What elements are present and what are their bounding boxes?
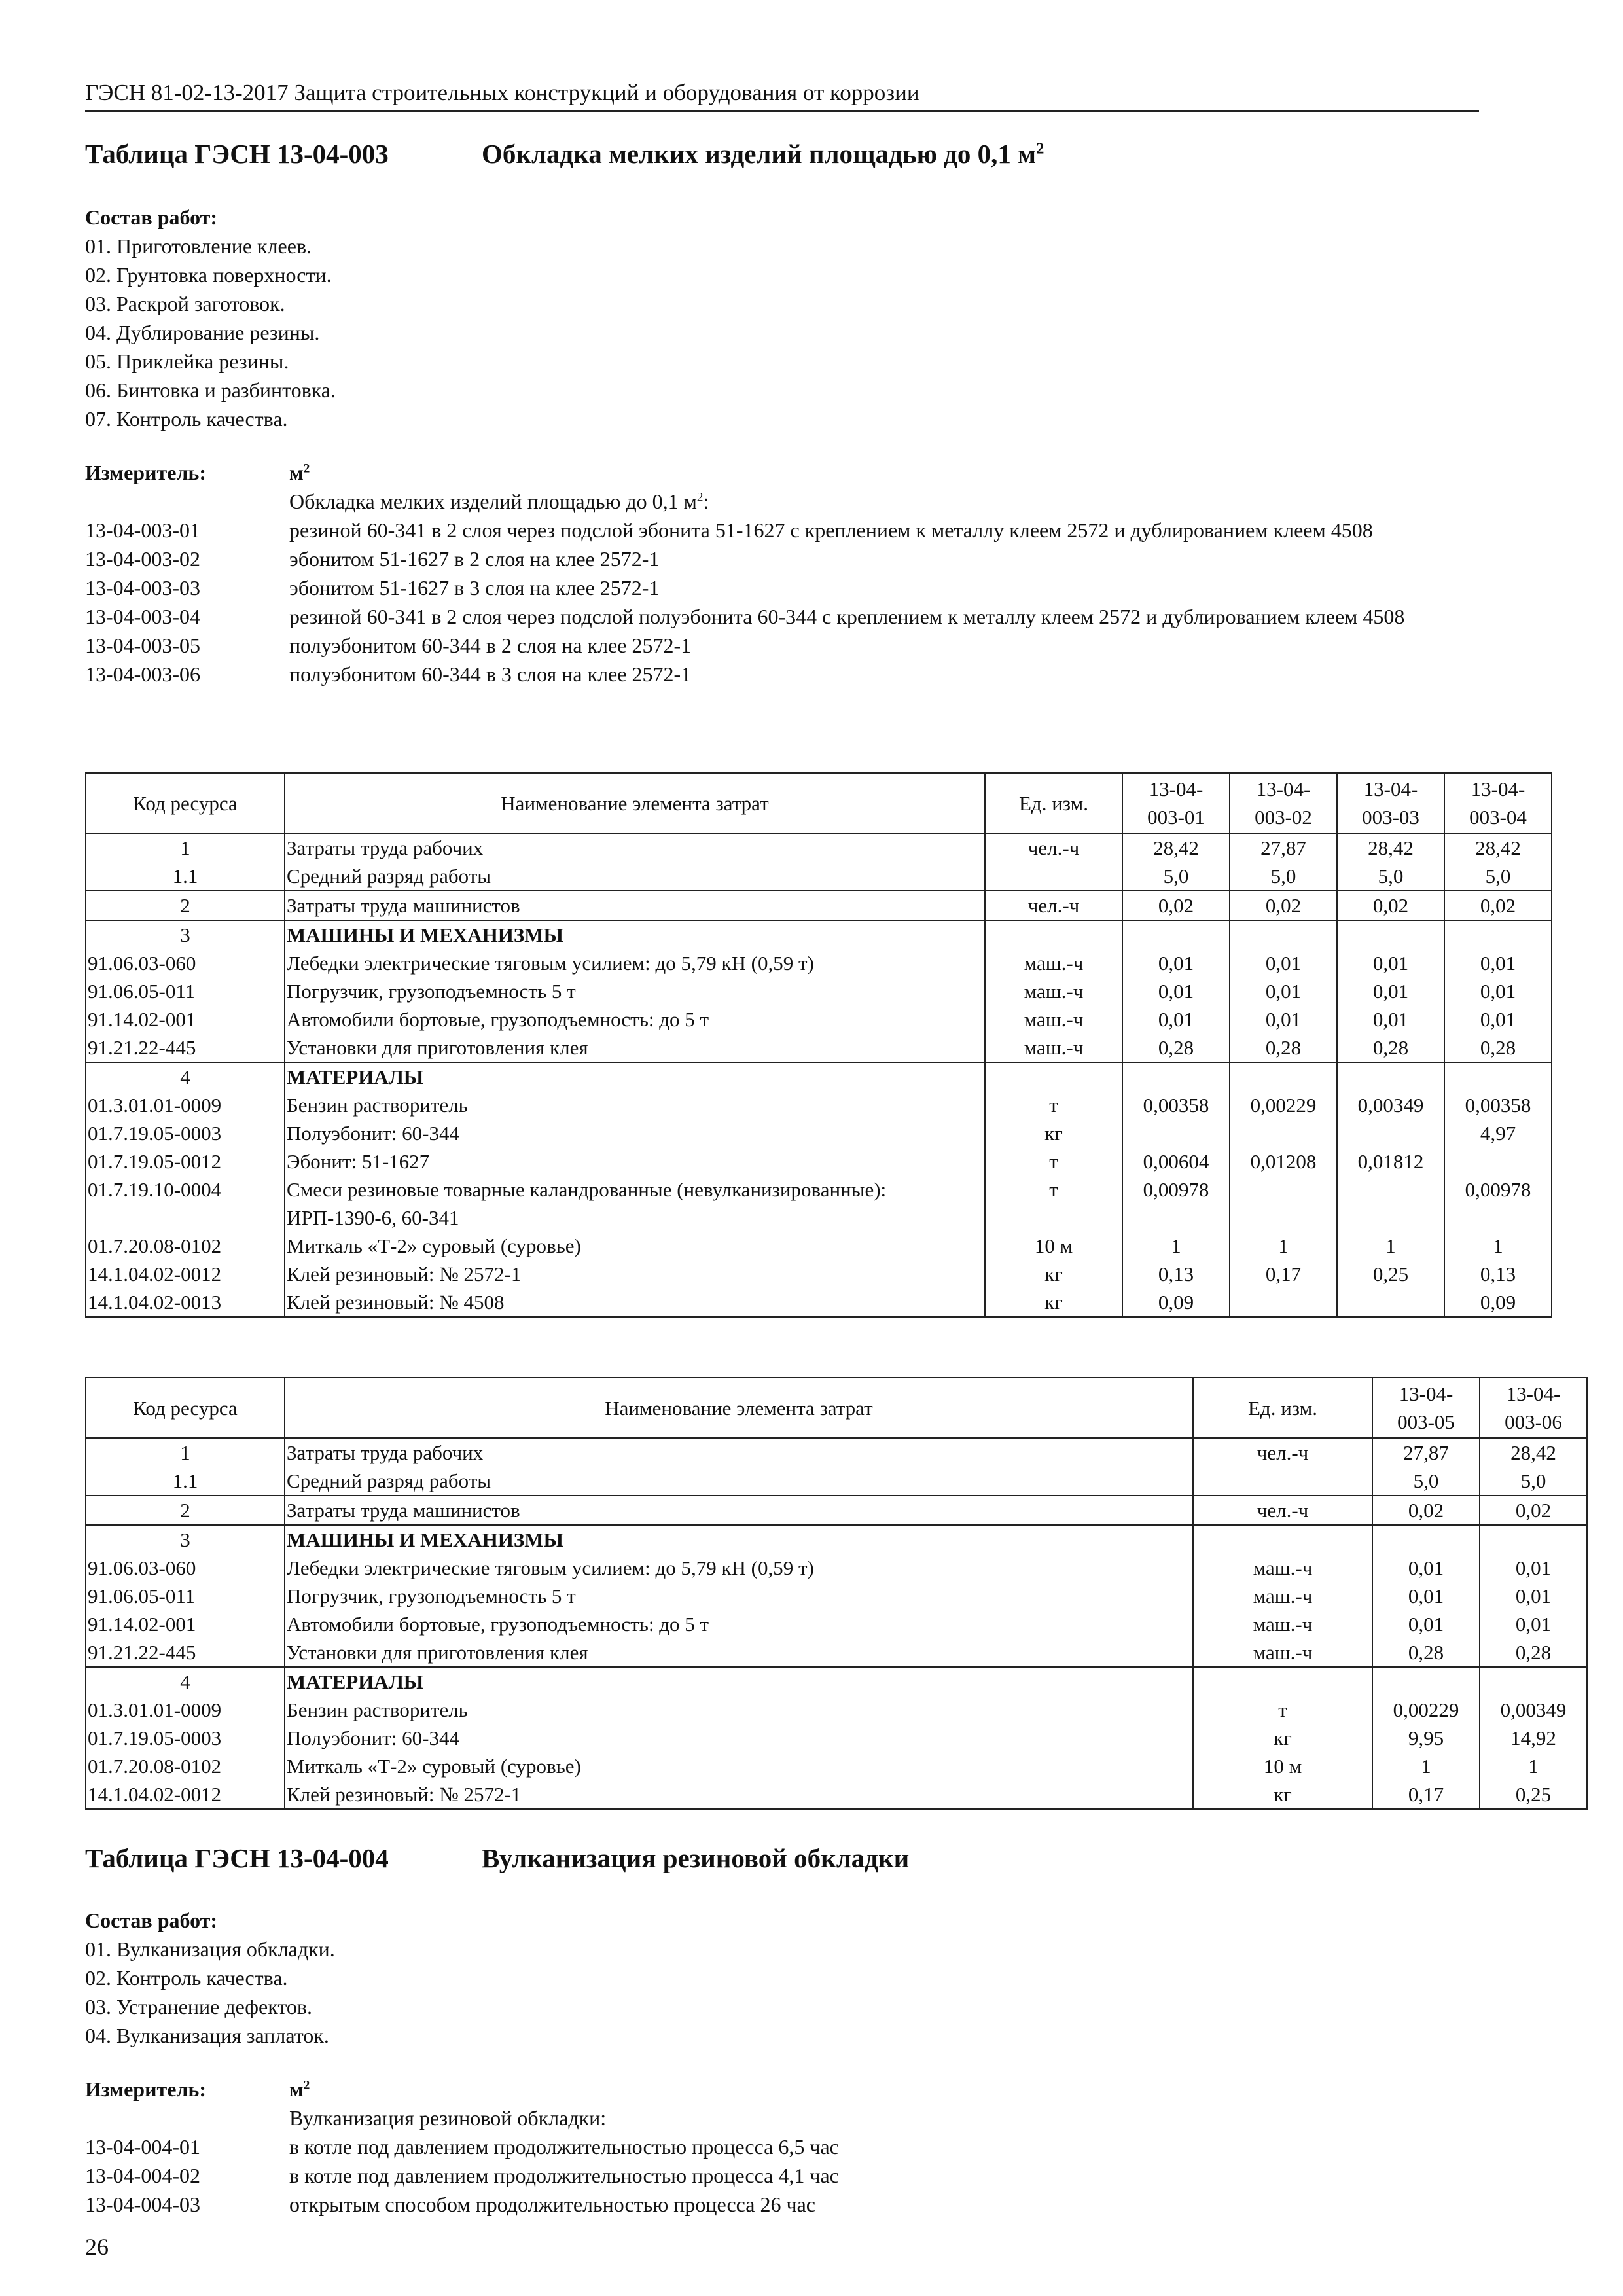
cell-value: [1444, 920, 1552, 949]
meter-intro: Вулканизация резиновой обкладки:: [289, 2106, 607, 2130]
cell-resource-code: 3: [86, 920, 285, 949]
cell-resource-code: 01.7.19.05-0012: [86, 1147, 285, 1175]
cell-value: [1122, 920, 1230, 949]
meter-unit: $м^2$: [289, 461, 310, 484]
meter-item-desc: открытым способом продолжительностью процесса 26 час: [289, 2193, 815, 2216]
cell-value: 0,25: [1337, 1260, 1444, 1288]
cell-value: 0,01: [1230, 977, 1337, 1005]
cell-value: [1122, 1119, 1230, 1147]
cell-value: 0,01: [1372, 1554, 1480, 1582]
table-row: [86, 862, 1552, 891]
table-row: [86, 1005, 1552, 1033]
cell-resource-code: 14.1.04.02-0012: [86, 1260, 285, 1288]
cell-value: 1: [1480, 1752, 1587, 1780]
cell-cost-name: Полуэбонит: 60-344: [285, 1119, 985, 1147]
table-row: [86, 891, 1552, 920]
cell-value: 1: [1337, 1232, 1444, 1260]
meter-item-desc: полуэбонитом 60-344 в 3 слоя на клее 2572-1: [289, 662, 692, 686]
cell-value: [1230, 920, 1337, 949]
cell-resource-code: 14.1.04.02-0012: [86, 1780, 285, 1809]
header-cost-name: Наименование элемента затрат: [285, 1378, 1193, 1438]
cell-value: 0,17: [1372, 1780, 1480, 1809]
cell-cost-name: Лебедки электрические тяговым усилием: до 5,79 кН (0,59 т): [285, 949, 985, 977]
cell-value: 0,00358: [1444, 1091, 1552, 1119]
cell-value: 1: [1230, 1232, 1337, 1260]
cell-unit: т: [1193, 1696, 1372, 1724]
cell-unit: маш.-ч: [985, 1033, 1122, 1062]
meter-item-desc: резиной 60-341 в 2 слоя через подслой эбонита 51-1627 с креплением к металлу клеем 2572 и дублированием клеем 4508: [289, 518, 1373, 542]
header-resource-code: Код ресурса: [86, 773, 285, 833]
cell-value: [1230, 1288, 1337, 1317]
cell-unit: кг: [985, 1288, 1122, 1317]
cell-cost-name: Погрузчик, грузоподъемность 5 т: [285, 977, 985, 1005]
cell-resource-code: 3: [86, 1525, 285, 1554]
table-row: [86, 1062, 1552, 1091]
cell-cost-name: Эбонит: 51-1627: [285, 1147, 985, 1175]
cell-value: 0,01812: [1337, 1147, 1444, 1175]
work-list: [85, 232, 1479, 433]
cell-value: 5,0: [1230, 862, 1337, 891]
table-row: [86, 1119, 1552, 1147]
cell-value: 0,01: [1444, 949, 1552, 977]
cell-value: 0,02: [1480, 1496, 1587, 1525]
cell-cost-name: Миткаль «Т-2» суровый (суровье): [285, 1752, 1193, 1780]
cell-unit: маш.-ч: [985, 949, 1122, 977]
cell-value: [1372, 1525, 1480, 1554]
cell-value: 0,00349: [1480, 1696, 1587, 1724]
work-composition-2: [85, 1906, 1479, 2050]
cell-value: [1337, 920, 1444, 949]
running-header: ГЭСН 81-02-13-2017 Защита строительных конструкций и оборудования от коррозии: [85, 77, 1479, 112]
table-code: Таблица ГЭСН 13-04-003: [85, 139, 389, 169]
cell-resource-code: 91.14.02-001: [86, 1610, 285, 1638]
meter-unit: $м^2$: [289, 2077, 310, 2101]
table-row: [86, 1260, 1552, 1288]
table-row: [86, 1288, 1552, 1317]
cell-value: 0,01: [1444, 1005, 1552, 1033]
cell-value: 0,02: [1122, 891, 1230, 920]
cell-resource-code: 01.7.20.08-0102: [86, 1232, 285, 1260]
cell-resource-code: 91.21.22-445: [86, 1638, 285, 1667]
meter-item: [85, 660, 1479, 689]
cell-value: 0,01: [1122, 977, 1230, 1005]
cell-resource-code: 01.7.19.05-0003: [86, 1119, 285, 1147]
cell-resource-code: 91.14.02-001: [86, 1005, 285, 1033]
cell-value: 28,42: [1122, 833, 1230, 862]
cell-value: 0,01: [1337, 949, 1444, 977]
cell-cost-name: Затраты труда машинистов: [285, 1496, 1193, 1525]
meter-item-code: 13-04-003-06: [85, 662, 200, 686]
cell-value: [1230, 1175, 1337, 1232]
cell-cost-name: Установки для приготовления клея: [285, 1638, 1193, 1667]
cell-resource-code: 4: [86, 1667, 285, 1696]
cell-value: 28,42: [1480, 1438, 1587, 1467]
work-item: 06. Бинтовка и разбинтовка.: [85, 378, 336, 402]
cell-cost-name: Бензин растворитель: [285, 1091, 985, 1119]
cell-resource-code: 1.1: [86, 862, 285, 891]
cell-cost-name: Затраты труда рабочих: [285, 833, 985, 862]
cell-value: [1444, 1147, 1552, 1175]
header-norm-code: 13-04- 003-06: [1480, 1378, 1587, 1438]
cell-resource-code: 01.3.01.01-0009: [86, 1091, 285, 1119]
cell-value: 27,87: [1230, 833, 1337, 862]
cell-unit: т: [985, 1175, 1122, 1232]
table-row: [86, 1638, 1587, 1667]
cell-cost-name: МАТЕРИАЛЫ: [285, 1667, 1193, 1696]
table-name: Обкладка мелких изделий площадью до 0,1 м: [482, 139, 1037, 169]
cell-value: 5,0: [1444, 862, 1552, 891]
cell-value: 5,0: [1337, 862, 1444, 891]
cell-cost-name: Клей резиновый: № 4508: [285, 1288, 985, 1317]
cell-value: 0,28: [1230, 1033, 1337, 1062]
cell-value: 28,42: [1337, 833, 1444, 862]
cell-unit: чел.-ч: [985, 833, 1122, 862]
meter-item-code: 13-04-003-03: [85, 576, 200, 600]
cell-unit: маш.-ч: [1193, 1554, 1372, 1582]
cell-value: 0,01: [1480, 1610, 1587, 1638]
cell-resource-code: 91.21.22-445: [86, 1033, 285, 1062]
meter-item: [85, 573, 1479, 602]
cell-value: 0,28: [1122, 1033, 1230, 1062]
cell-unit: [985, 862, 1122, 891]
cell-value: 0,25: [1480, 1780, 1587, 1809]
cell-cost-name: Средний разряд работы: [285, 862, 985, 891]
table-row: [86, 977, 1552, 1005]
meter-label: Измеритель:: [85, 2077, 206, 2101]
table-code: Таблица ГЭСН 13-04-004: [85, 1843, 389, 1873]
cell-value: 0,01: [1122, 949, 1230, 977]
cell-value: 0,01: [1480, 1554, 1587, 1582]
cell-unit: [1193, 1667, 1372, 1696]
cell-value: 14,92: [1480, 1724, 1587, 1752]
table-row: [86, 1582, 1587, 1610]
meter-item: [85, 516, 1479, 545]
table-row: [86, 1232, 1552, 1260]
work-composition-1: [85, 203, 1479, 433]
cell-value: 0,13: [1444, 1260, 1552, 1288]
work-item: 03. Раскрой заготовок.: [85, 292, 285, 315]
cell-resource-code: 14.1.04.02-0013: [86, 1288, 285, 1317]
cell-value: [1337, 1062, 1444, 1091]
cell-value: 0,28: [1480, 1638, 1587, 1667]
cell-unit: маш.-ч: [1193, 1582, 1372, 1610]
table-row: [86, 833, 1552, 862]
cell-unit: чел.-ч: [1193, 1438, 1372, 1467]
table-row: [86, 1147, 1552, 1175]
cell-value: [1337, 1175, 1444, 1232]
work-item: 01. Приготовление клеев.: [85, 234, 312, 258]
header-norm-code: 13-04- 003-02: [1230, 773, 1337, 833]
cell-cost-name: Клей резиновый: № 2572-1: [285, 1780, 1193, 1809]
cell-resource-code: 4: [86, 1062, 285, 1091]
cell-value: 0,01208: [1230, 1147, 1337, 1175]
cell-unit: маш.-ч: [985, 1005, 1122, 1033]
cell-value: 0,09: [1444, 1288, 1552, 1317]
cell-cost-name: МАШИНЫ И МЕХАНИЗМЫ: [285, 920, 985, 949]
meter-item: [85, 2190, 1479, 2219]
cell-value: 0,28: [1372, 1638, 1480, 1667]
cell-value: 9,95: [1372, 1724, 1480, 1752]
meter-item: [85, 631, 1479, 660]
meter-item-desc: эбонитом 51-1627 в 3 слоя на клее 2572-1: [289, 576, 660, 600]
cell-value: 0,02: [1444, 891, 1552, 920]
cell-value: 0,01: [1337, 1005, 1444, 1033]
header-norm-code: 13-04- 003-03: [1337, 773, 1444, 833]
work-item: 05. Приклейка резины.: [85, 350, 289, 373]
cell-value: 0,01: [1372, 1582, 1480, 1610]
cell-resource-code: 01.7.19.10-0004: [86, 1175, 285, 1232]
cell-value: [1337, 1119, 1444, 1147]
cell-value: 0,02: [1337, 891, 1444, 920]
cell-value: [1372, 1667, 1480, 1696]
cell-cost-name: Затраты труда машинистов: [285, 891, 985, 920]
meter-intro: Обкладка мелких изделий площадью до 0,1 $м^2$:: [289, 490, 709, 513]
cell-resource-code: 1: [86, 833, 285, 862]
cell-value: 0,01: [1122, 1005, 1230, 1033]
work-item: 07. Контроль качества.: [85, 407, 288, 431]
cell-value: 0,28: [1337, 1033, 1444, 1062]
table-row: [86, 1667, 1587, 1696]
cell-unit: кг: [1193, 1724, 1372, 1752]
cell-unit: кг: [985, 1260, 1122, 1288]
cell-resource-code: 91.06.05-011: [86, 977, 285, 1005]
table-row: [86, 1525, 1587, 1554]
cell-value: [1480, 1667, 1587, 1696]
cell-unit: [1193, 1525, 1372, 1554]
cell-value: 0,00229: [1230, 1091, 1337, 1119]
cell-resource-code: 2: [86, 891, 285, 920]
header-norm-code: 13-04- 003-01: [1122, 773, 1230, 833]
cell-value: [1122, 1062, 1230, 1091]
cell-unit: [985, 920, 1122, 949]
cell-value: 0,01: [1230, 949, 1337, 977]
table-title-13-04-004: [85, 1842, 909, 1874]
meter-list: [85, 516, 1479, 689]
cell-value: 1: [1122, 1232, 1230, 1260]
cell-value: 27,87: [1372, 1438, 1480, 1467]
meter-block-1: [85, 458, 1479, 689]
cell-unit: кг: [1193, 1780, 1372, 1809]
cell-unit: чел.-ч: [1193, 1496, 1372, 1525]
cell-cost-name: Средний разряд работы: [285, 1467, 1193, 1496]
cell-value: [1337, 1288, 1444, 1317]
meter-list: [85, 2132, 1479, 2219]
cell-resource-code: 91.06.05-011: [86, 1582, 285, 1610]
cell-unit: маш.-ч: [1193, 1610, 1372, 1638]
cell-resource-code: 2: [86, 1496, 285, 1525]
cell-value: 5,0: [1480, 1467, 1587, 1496]
meter-item: [85, 545, 1479, 573]
cell-value: [1230, 1062, 1337, 1091]
cell-unit: маш.-ч: [985, 977, 1122, 1005]
work-list: [85, 1935, 1479, 2050]
cell-resource-code: 01.7.20.08-0102: [86, 1752, 285, 1780]
meter-item: [85, 602, 1479, 631]
cell-cost-name: Погрузчик, грузоподъемность 5 т: [285, 1582, 1193, 1610]
table-row: [86, 1091, 1552, 1119]
cell-value: [1444, 1062, 1552, 1091]
norms-table-1: [85, 772, 1552, 1318]
table-row: [86, 949, 1552, 977]
cell-unit: маш.-ч: [1193, 1638, 1372, 1667]
cell-cost-name: Автомобили бортовые, грузоподъемность: до 5 т: [285, 1005, 985, 1033]
cell-value: 0,01: [1337, 977, 1444, 1005]
cell-value: 1: [1444, 1232, 1552, 1260]
meter-item-code: 13-04-004-03: [85, 2193, 200, 2216]
meter-block-2: [85, 2075, 1479, 2219]
table-row: [86, 1752, 1587, 1780]
cell-unit: чел.-ч: [985, 891, 1122, 920]
work-item: 01. Вулканизация обкладки.: [85, 1937, 335, 1961]
cell-value: 0,01: [1372, 1610, 1480, 1638]
table-row: [86, 1467, 1587, 1496]
cell-cost-name: Затраты труда рабочих: [285, 1438, 1193, 1467]
table-row: [86, 1724, 1587, 1752]
meter-item-code: 13-04-004-02: [85, 2164, 200, 2187]
meter-item-code: 13-04-004-01: [85, 2135, 200, 2159]
cell-value: 28,42: [1444, 833, 1552, 862]
header-cost-name: Наименование элемента затрат: [285, 773, 985, 833]
cell-value: 0,01: [1480, 1582, 1587, 1610]
cell-unit: кг: [985, 1119, 1122, 1147]
cell-unit: т: [985, 1091, 1122, 1119]
cell-cost-name: МАШИНЫ И МЕХАНИЗМЫ: [285, 1525, 1193, 1554]
norms-table-2: [85, 1377, 1588, 1810]
cell-value: [1230, 1119, 1337, 1147]
cell-cost-name: Клей резиновый: № 2572-1: [285, 1260, 985, 1288]
cell-value: 0,02: [1372, 1496, 1480, 1525]
meter-item-code: 13-04-003-02: [85, 547, 200, 571]
meter-item: [85, 2132, 1479, 2161]
work-item: 02. Контроль качества.: [85, 1966, 288, 1990]
cell-resource-code: 01.3.01.01-0009: [86, 1696, 285, 1724]
cell-value: [1480, 1525, 1587, 1554]
meter-item: [85, 2161, 1479, 2190]
table-row: [86, 1175, 1552, 1232]
cell-resource-code: 01.7.19.05-0003: [86, 1724, 285, 1752]
page-number: 26: [85, 2234, 109, 2260]
cell-value: 0,01: [1444, 977, 1552, 1005]
cell-unit: 10 м: [985, 1232, 1122, 1260]
cell-resource-code: 91.06.03-060: [86, 949, 285, 977]
work-item: 03. Устранение дефектов.: [85, 1995, 312, 2018]
table-title-13-04-003: [85, 137, 1044, 170]
cell-unit: т: [985, 1147, 1122, 1175]
meter-item-desc: эбонитом 51-1627 в 2 слоя на клее 2572-1: [289, 547, 660, 571]
header-norm-code: 13-04- 003-04: [1444, 773, 1552, 833]
header-resource-code: Код ресурса: [86, 1378, 285, 1438]
header-norm-code: 13-04- 003-05: [1372, 1378, 1480, 1438]
meter-label: Измеритель:: [85, 461, 206, 484]
cell-value: 0,09: [1122, 1288, 1230, 1317]
table-row: [86, 1554, 1587, 1582]
cell-value: 0,00604: [1122, 1147, 1230, 1175]
cell-value: 0,00978: [1444, 1175, 1552, 1232]
cell-value: 0,00358: [1122, 1091, 1230, 1119]
cell-resource-code: 1.1: [86, 1467, 285, 1496]
meter-item-desc: полуэбонитом 60-344 в 2 слоя на клее 2572-1: [289, 634, 692, 657]
meter-item-code: 13-04-003-05: [85, 634, 200, 657]
cell-value: 5,0: [1122, 862, 1230, 891]
cell-resource-code: 91.06.03-060: [86, 1554, 285, 1582]
cell-cost-name: Лебедки электрические тяговым усилием: до 5,79 кН (0,59 т): [285, 1554, 1193, 1582]
meter-item-desc: в котле под давлением продолжительностью процесса 4,1 час: [289, 2164, 839, 2187]
cell-value: 1: [1372, 1752, 1480, 1780]
cell-cost-name: Миткаль «Т-2» суровый (суровье): [285, 1232, 985, 1260]
table-row: [86, 920, 1552, 949]
cell-unit: [985, 1062, 1122, 1091]
meter-item-code: 13-04-003-01: [85, 518, 200, 542]
table-row: [86, 1033, 1552, 1062]
cell-resource-code: 1: [86, 1438, 285, 1467]
work-item: 04. Вулканизация заплаток.: [85, 2024, 329, 2047]
cell-cost-name: Смеси резиновые товарные каландрованные (невулканизированные): ИРП-1390-6, 60-341: [285, 1175, 985, 1232]
cell-cost-name: Установки для приготовления клея: [285, 1033, 985, 1062]
work-item: 04. Дублирование резины.: [85, 321, 320, 344]
cell-unit: 10 м: [1193, 1752, 1372, 1780]
cell-value: 0,17: [1230, 1260, 1337, 1288]
header-unit: Ед. изм.: [985, 773, 1122, 833]
cell-value: 0,01: [1230, 1005, 1337, 1033]
cell-value: 0,13: [1122, 1260, 1230, 1288]
cell-unit: [1193, 1467, 1372, 1496]
work-composition-title: Состав работ:: [85, 1909, 218, 1932]
table-row: [86, 1780, 1587, 1809]
table-name: Вулканизация резиновой обкладки: [482, 1843, 910, 1873]
cell-cost-name: МАТЕРИАЛЫ: [285, 1062, 985, 1091]
meter-item-desc: резиной 60-341 в 2 слоя через подслой полуэбонита 60-344 с креплением к металлу клеем 2572 и дублированием клеем 4508: [289, 605, 1405, 628]
work-item: 02. Грунтовка поверхности.: [85, 263, 332, 287]
cell-cost-name: Полуэбонит: 60-344: [285, 1724, 1193, 1752]
meter-item-code: 13-04-003-04: [85, 605, 200, 628]
cell-value: 0,00229: [1372, 1696, 1480, 1724]
cell-value: 4,97: [1444, 1119, 1552, 1147]
table-row: [86, 1696, 1587, 1724]
cell-value: 5,0: [1372, 1467, 1480, 1496]
table-row: [86, 1610, 1587, 1638]
work-composition-title: Состав работ:: [85, 206, 218, 229]
table-row: [86, 1438, 1587, 1467]
cell-value: 0,00978: [1122, 1175, 1230, 1232]
cell-value: 0,02: [1230, 891, 1337, 920]
table-row: [86, 1496, 1587, 1525]
cell-value: 0,28: [1444, 1033, 1552, 1062]
cell-cost-name: Бензин растворитель: [285, 1696, 1193, 1724]
meter-item-desc: в котле под давлением продолжительностью процесса 6,5 час: [289, 2135, 839, 2159]
table-name-sup: 2: [1036, 139, 1044, 158]
cell-cost-name: Автомобили бортовые, грузоподъемность: до 5 т: [285, 1610, 1193, 1638]
header-unit: Ед. изм.: [1193, 1378, 1372, 1438]
cell-value: 0,00349: [1337, 1091, 1444, 1119]
